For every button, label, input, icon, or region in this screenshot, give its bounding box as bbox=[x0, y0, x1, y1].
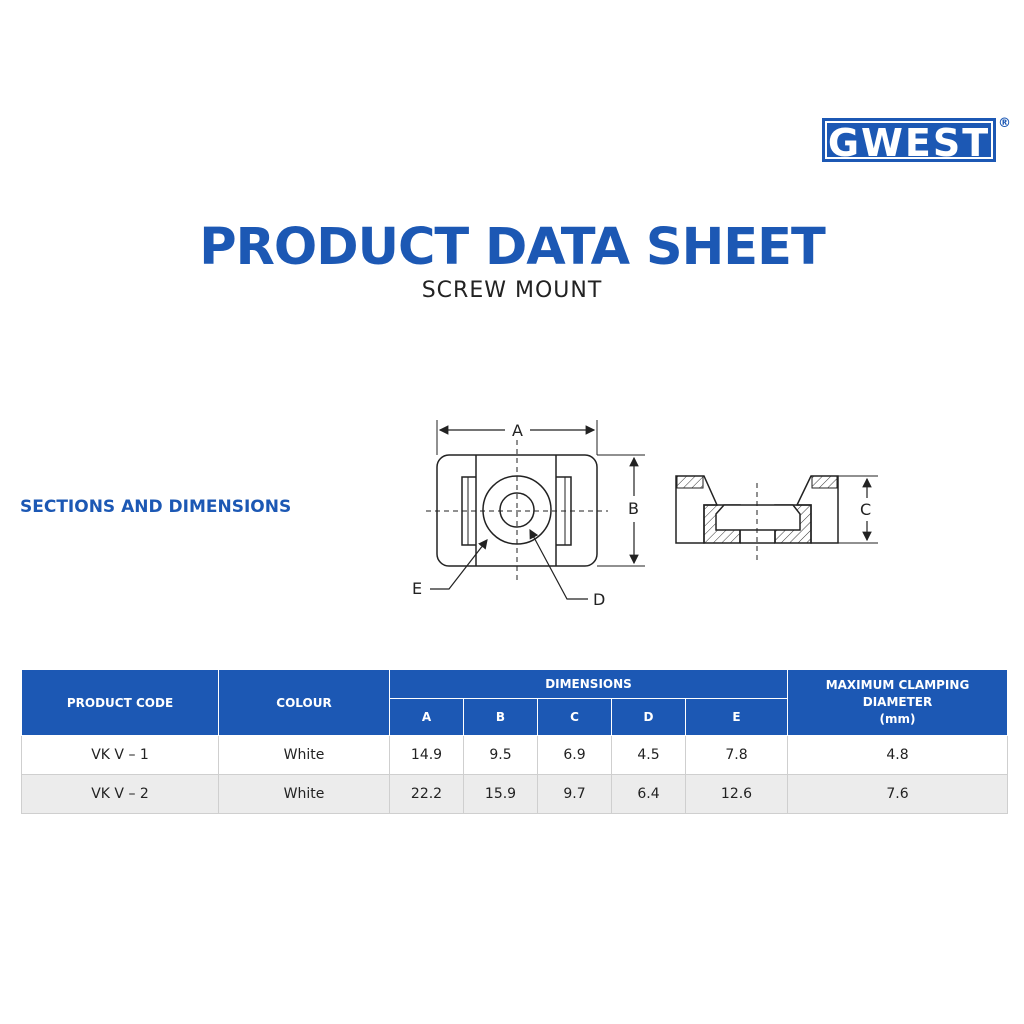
header-max-clamping bbox=[788, 670, 1008, 736]
brand-logo: GWEST bbox=[822, 118, 996, 162]
dimension-c bbox=[838, 476, 878, 543]
cell-dim-c: 6.9 bbox=[538, 736, 612, 775]
page-title: PRODUCT DATA SHEET bbox=[199, 218, 825, 277]
cell-dim-a: 14.9 bbox=[390, 736, 464, 775]
label-a: A bbox=[512, 421, 523, 440]
cell-product-code: VK V – 1 bbox=[22, 736, 219, 775]
header-dim-d: D bbox=[612, 699, 686, 736]
cell-dim-d: 4.5 bbox=[612, 736, 686, 775]
dimension-b bbox=[597, 455, 645, 566]
label-c: C bbox=[860, 500, 872, 519]
label-d: D bbox=[593, 590, 606, 609]
cell-product-code: VK V – 2 bbox=[22, 775, 219, 814]
header-dim-e: E bbox=[686, 699, 788, 736]
table-row bbox=[22, 736, 1008, 775]
header-dim-b: B bbox=[464, 699, 538, 736]
top-view bbox=[426, 440, 608, 580]
dimensions-table bbox=[21, 669, 1008, 814]
section-heading: SECTIONS AND DIMENSIONS bbox=[20, 497, 292, 517]
header-dim-a: A bbox=[390, 699, 464, 736]
label-e: E bbox=[412, 579, 423, 598]
registered-mark: ® bbox=[998, 116, 1011, 131]
cell-dim-b: 9.5 bbox=[464, 736, 538, 775]
cell-dim-e: 12.6 bbox=[686, 775, 788, 814]
cell-colour: White bbox=[219, 775, 390, 814]
cell-dim-b: 15.9 bbox=[464, 775, 538, 814]
header-max-clamping-line2: DIAMETER bbox=[862, 695, 933, 709]
table-row bbox=[22, 775, 1008, 814]
side-section-view bbox=[676, 476, 838, 560]
header-product-code: PRODUCT CODE bbox=[22, 670, 219, 736]
header-colour: COLOUR bbox=[219, 670, 390, 736]
label-b: B bbox=[628, 499, 639, 518]
cell-dim-a: 22.2 bbox=[390, 775, 464, 814]
header-dim-c: C bbox=[538, 699, 612, 736]
cell-dim-d: 6.4 bbox=[612, 775, 686, 814]
cell-dim-c: 9.7 bbox=[538, 775, 612, 814]
header-dimensions: DIMENSIONS bbox=[390, 670, 788, 699]
header-max-clamping-line1: MAXIMUM CLAMPING bbox=[825, 678, 970, 692]
cell-max-clamp: 4.8 bbox=[788, 736, 1008, 775]
page-subtitle: SCREW MOUNT bbox=[421, 278, 603, 303]
cell-colour: White bbox=[219, 736, 390, 775]
header-max-clamping-line3: (mm) bbox=[879, 712, 916, 726]
cell-max-clamp: 7.6 bbox=[788, 775, 1008, 814]
cell-dim-e: 7.8 bbox=[686, 736, 788, 775]
leader-d bbox=[530, 530, 605, 609]
